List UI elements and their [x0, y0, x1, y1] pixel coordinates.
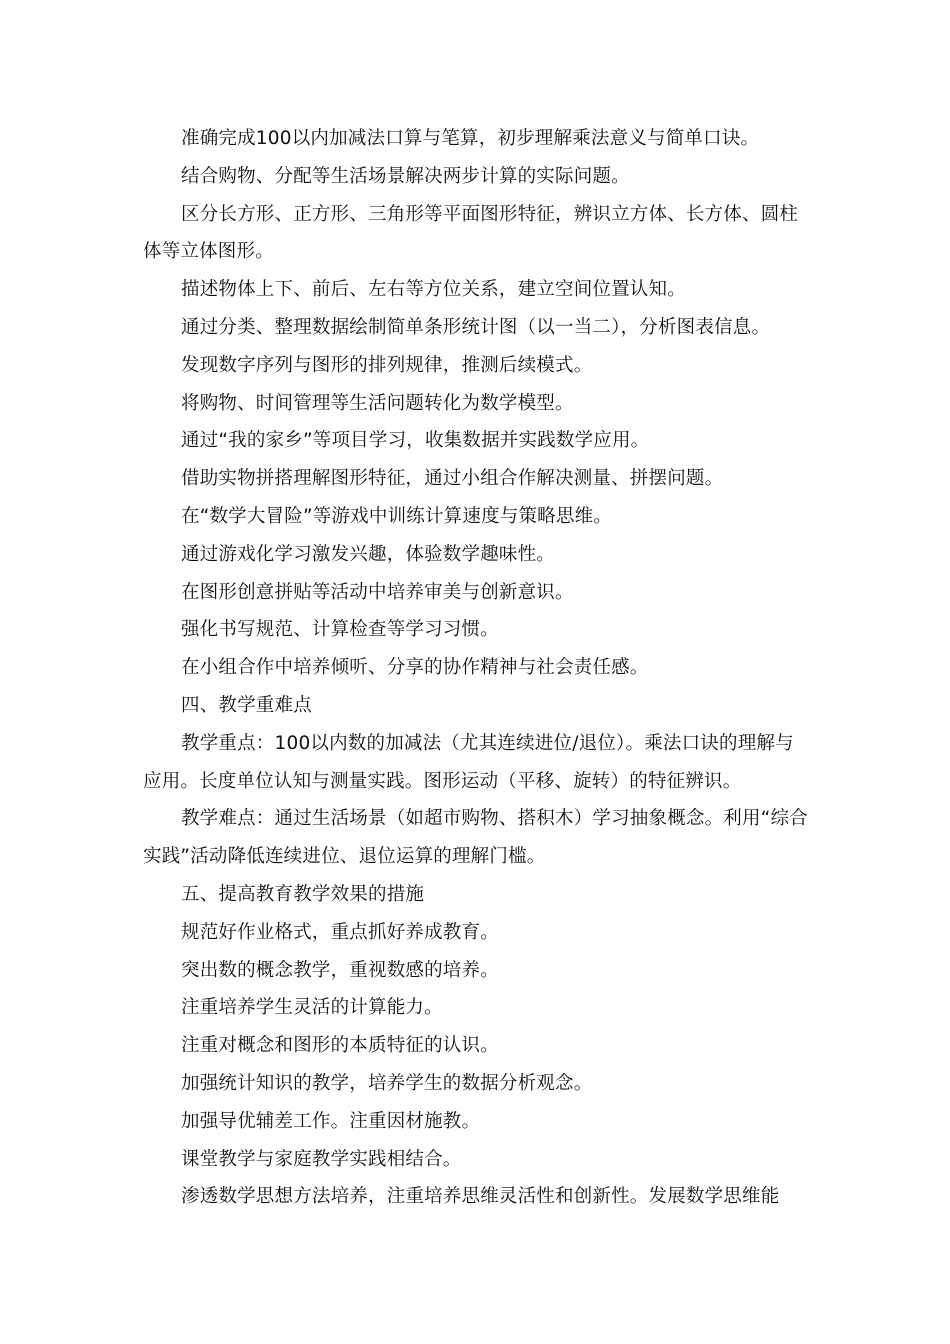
goal-item: 通过“我的家乡”等项目学习，收集数据并实践数学应用。: [181, 430, 650, 452]
measure-item: 渗透数学思想方法培养，注重培养思维灵活性和创新性。发展数学思维能: [181, 1186, 780, 1208]
goal-item: 通过分类、整理数据绘制简单条形统计图（以一当二），分析图表信息。: [181, 316, 771, 338]
goal-item: 借助实物拼搭理解图形特征，通过小组合作解决测量、拼摆问题。: [181, 468, 724, 490]
goal-item: 通过游戏化学习激发兴趣，体验数学趣味性。: [181, 543, 556, 565]
section-heading-key-difficult-points: 四、教学重难点: [181, 694, 312, 716]
measure-item: 加强导优辅差工作。注重因材施教。: [181, 1110, 481, 1132]
goal-item: 区分长方形、正方形、三角形等平面图形特征，辨识立方体、长方体、圆柱体等立体图形。: [143, 203, 799, 263]
goal-item: 将购物、时间管理等生活问题转化为数学模型。: [181, 392, 574, 414]
goal-item: 发现数字序列与图形的排列规律，推测后续模式。: [181, 354, 593, 376]
measure-item: 加强统计知识的教学，培养学生的数据分析观念。: [181, 1072, 593, 1094]
section-heading-measures: 五、提高教育教学效果的措施: [181, 883, 425, 905]
goal-item: 准确完成100以内加减法口算与笔算，初步理解乘法意义与简单口诀。: [181, 128, 760, 149]
measure-item: 规范好作业格式，重点抓好养成教育。: [181, 921, 499, 943]
measure-item: 突出数的概念教学，重视数感的培养。: [181, 959, 499, 981]
goal-item: 在小组合作中培养倾听、分享的协作精神与社会责任感。: [181, 657, 649, 679]
goal-item: 强化书写规范、计算检查等学习习惯。: [181, 619, 499, 641]
measure-item: 注重对概念和图形的本质特征的认识。: [181, 1035, 499, 1057]
goal-item: 在“数学大冒险”等游戏中训练计算速度与策略思维。: [181, 505, 612, 527]
goal-item: 描述物体上下、前后、左右等方位关系，建立空间位置认知。: [181, 279, 686, 301]
teaching-difficulties: 教学难点：通过生活场景（如超市购物、搭积木）学习抽象概念。利用“综合实践”活动降低连续进位、退位运算的理解门槛。: [143, 808, 808, 868]
teaching-key-points: 教学重点：100以内数的加减法（尤其连续进位/退位）。乘法口诀的理解与应用。长度单位认知与测量实践。图形运动（平移、旋转）的特征辨识。: [143, 732, 794, 792]
measure-item: 注重培养学生灵活的计算能力。: [181, 997, 443, 1019]
goal-item: 结合购物、分配等生活场景解决两步计算的实际问题。: [181, 165, 630, 187]
goal-item: 在图形创意拼贴等活动中培养审美与创新意识。: [181, 581, 574, 603]
measure-item: 课堂教学与家庭教学实践相结合。: [181, 1148, 462, 1170]
document-body: [143, 120, 808, 1216]
